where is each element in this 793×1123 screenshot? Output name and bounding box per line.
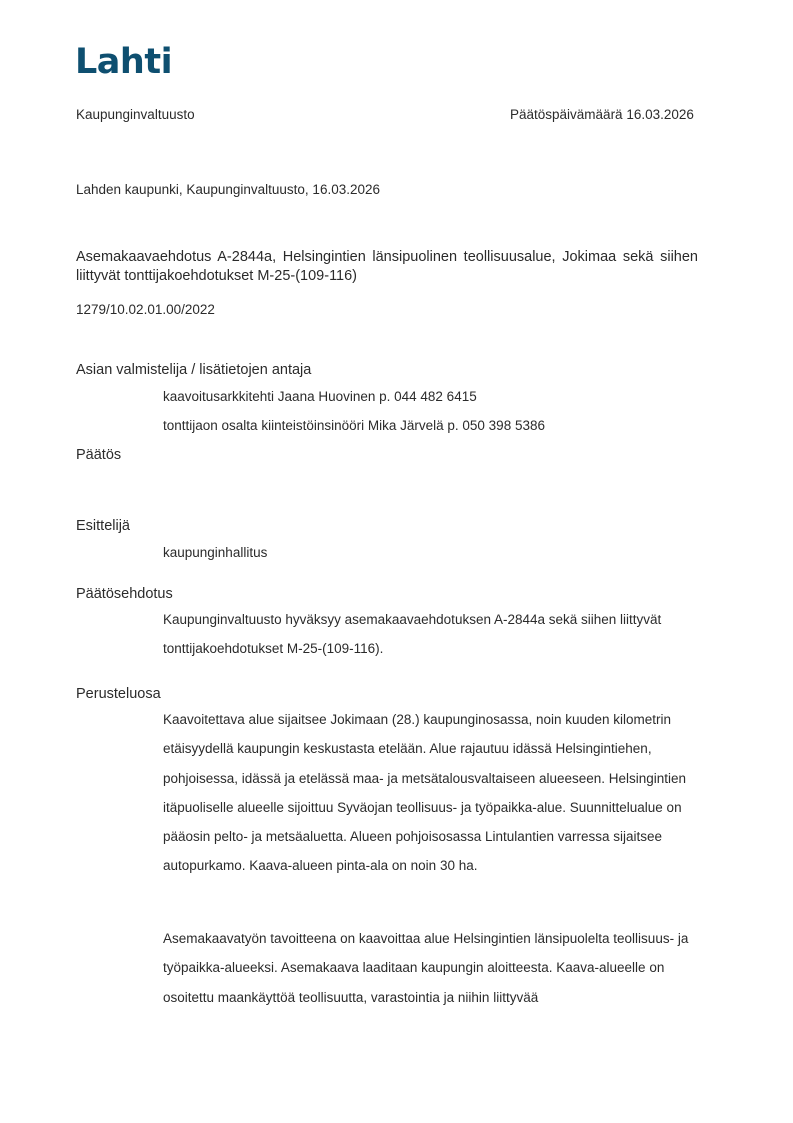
meeting-line: Lahden kaupunki, Kaupunginvaltuusto, 16.03.2026 — [76, 182, 381, 197]
rationale-paragraph-2: Asemakaavatyön tavoitteena on kaavoittaa alue Helsingintien länsipuolelta teollisuus- ja työpaikka-alueeksi. Asemakaava laaditaan kaupungin aloitteesta. Kaava-alueelle on osoitettu maankäyttöä teollisuutta, varastointia ja niihin liittyvää — [163, 931, 689, 1005]
presenter-value: kaupunginhallitus — [163, 545, 268, 560]
preparer-heading: Asian valmistelija / lisätietojen antaja — [76, 362, 312, 378]
proposal-paragraph: Kaupunginvaltuusto hyväksyy asemakaavaehdotuksen A-2844a sekä siihen liittyvät tonttijakoehdotukset M-25-(109-116). — [163, 612, 662, 657]
rationale-paragraph — [163, 924, 718, 1012]
rationale-heading: Perusteluosa — [76, 686, 161, 702]
decision-date: Päätöspäivämäärä 16.03.2026 — [510, 107, 694, 122]
document-title: Asemakaavaehdotus A-2844a, Helsingintien länsipuolinen teollisuusalue, Jokimaa sekä siihen liittyvät tonttijakoehdotukset M-25-(109-116) — [76, 249, 698, 284]
decision-heading: Päätös — [76, 447, 122, 463]
organ-name: Kaupunginvaltuusto — [76, 107, 195, 122]
preparer-line: tonttijaon osalta kiinteistöinsinööri Mika Järvelä p. 050 398 5386 — [163, 418, 545, 433]
preparer-line: kaavoitusarkkitehti Jaana Huovinen p. 044 482 6415 — [163, 389, 477, 404]
rationale-paragraph — [163, 705, 718, 881]
rationale-paragraph-1: Kaavoitettava alue sijaitsee Jokimaan (28.) kaupunginosassa, noin kuuden kilometrin etäisyydellä kaupungin keskustasta etelään. Alue rajautuu idässä Helsingintiehen, pohjoisessa, idässä ja etelässä maa- ja metsätalousvaltaiseen alueeseen. Helsingintien itäpuoliselle alueelle sijoittuu Syväojan teollisuus- ja työpaikka-alue. Suunnittelualue on pääosin pelto- ja metsäaluetta. Alueen pohjoisosassa Lintulantien varressa sijaitsee autopurkamo. Kaava-alueen pinta-ala on noin 30 ha. — [163, 712, 687, 874]
presenter-heading: Esittelijä — [76, 518, 130, 534]
lahti-logo: Lahti — [75, 42, 173, 82]
proposal-heading: Päätösehdotus — [76, 586, 173, 602]
case-number: 1279/10.02.01.00/2022 — [76, 302, 215, 317]
proposal-text — [163, 605, 718, 664]
